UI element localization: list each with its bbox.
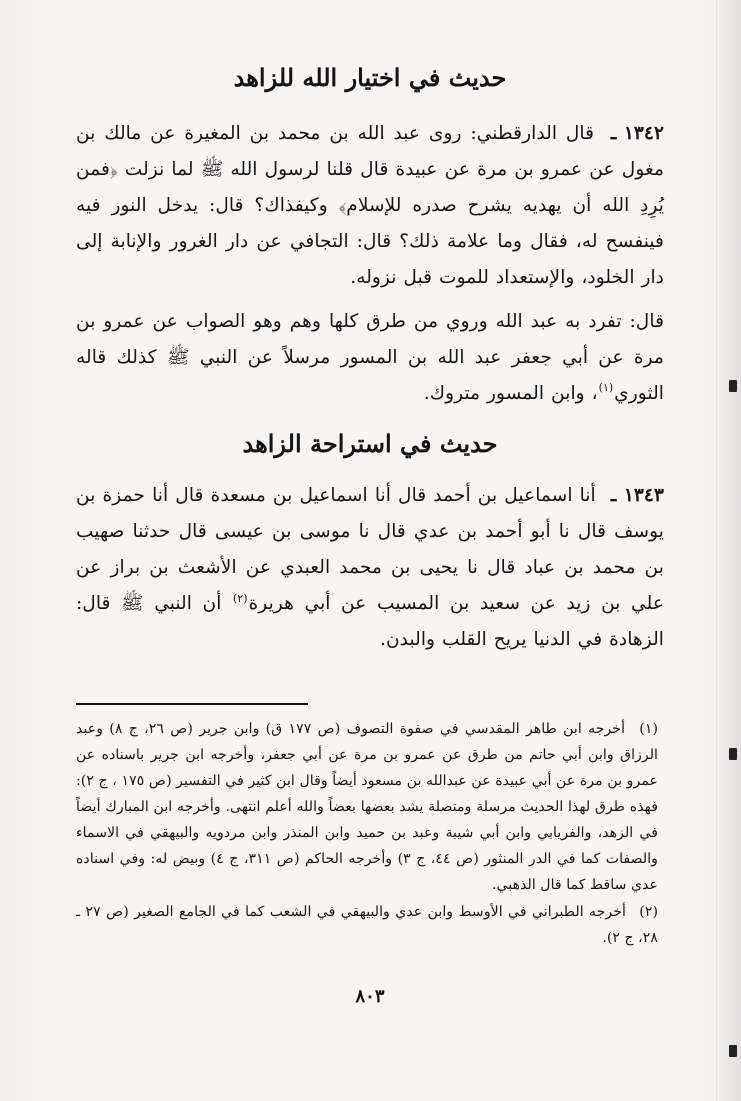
hadith-paragraph-1342 [76,115,664,296]
footnote-text-1: أخرجه ابن طاهر المقدسي في صفوة التصوف (ص ١٧٧ ق) وابن جرير (ص ٢٦، ج ٨) وعبد الرزاق وابن أبي حاتم من طرق عن عمرو بن مرة عن أبي جعفر، وأخرجه ابن جرير باسناده عن عمرو بن مرة عن أبي عبيدة عن عبدالله بن مسعود أيضاً وقال ابن كثير في التفسير (ص ١٧٥ ، ج ٢): فهذه طرق لهذا الحديث مرسلة ومتصلة يشد بعضها بعضاً والله أعلم انتهى. وأخرجه ابن المبارك أيضاً في الزهد، والفريابي وابن أبي شيبة وعبد بن حميد وابن المنذر وابن مردويه والبيهقي في الاسماء والصفات كما في الدر المنثور (ص ٤٤، ج ٣) وأخرجه الحاكم (ص ٣١١، ج ٤) وبيض له: وفي اسناده عدي ساقط كما قال الذهبي. [76,721,658,893]
footnote-number-1: (١) [639,721,659,737]
page-edge-shadow [717,0,741,1101]
page-number: ٨٠٣ [355,986,385,1007]
footnotes-block [76,703,658,951]
footnote-text-2: أخرجه الطبراني في الأوسط وابن عدي والبيهقي في الشعب كما في الجامع الصغير (ص ٢٧ ـ ٢٨، ج ٢). [76,904,658,946]
footnote-2 [76,899,658,951]
page-edge-line [716,0,717,1101]
footnote-reference-2: (٢) [232,591,248,605]
hadith-text-1342: قال الدارقطني: روى عبد الله بن محمد بن المغيرة عن مالك بن مغول عن عمرو بن مرة عن عبيدة قال قلنا لرسول الله ﷺ لما نزلت ﴿فمن يُرِدِ الله أن يهديه يشرح صدره للإسلام﴾ وكيفذاك؟ قال: يدخل النور فيه فينفسح له، فقال وما علامة ذلك؟ قال: التجافي عن دار الغرور والإنابة إلى دار الخلود، والإستعداد للموت قبل نزوله. [76,122,664,288]
hadith-number-1342: ١٣٤٢ ـ [610,121,664,144]
footnote-number-2: (٢) [639,904,659,920]
commentary-paragraph [76,304,664,412]
hadith-text-before-ref: أنا اسماعيل بن أحمد قال أنا اسماعيل بن مسعدة قال أنا حمزة بن يوسف قال نا أبو أحمد بن عدي قال نا موسى بن عيسى قال حدثنا صهيب بن محمد بن عباد قال نا يحيى بن محمد العبدي عن الأشعث بن براز عن علي بن زيد عن سعيد بن المسيب عن أبي هريرة [76,485,664,615]
edge-mark-bottom [729,1045,737,1057]
hadith-text-after-ref: أن النبي ﷺ قال: الزهادة في الدنيا يريح القلب والبدن. [76,593,664,651]
commentary-text-after-ref: ، وابن المسور متروك. [423,382,598,404]
section-heading-selection: حديث في اختيار الله للزاهد [233,63,507,92]
footnote-reference-1: (١) [598,381,614,395]
edge-mark-top [729,380,737,392]
hadith-paragraph-1343 [76,477,664,658]
edge-mark-middle [729,748,737,760]
hadith-number-1343: ١٣٤٣ ـ [610,484,664,507]
footnote-divider [76,703,308,705]
commentary-text-before-ref: قال: تفرد به عبد الله وروي من طرق كلها وهم وهو الصواب عن عمرو بن مرة عن أبي جعفر عبد الله بن المسور مرسلاً عن النبي ﷺ كذلك قاله الثوري [76,310,664,404]
footnote-1 [76,716,658,898]
section-heading-rest: حديث في استراحة الزاهد [242,428,498,458]
